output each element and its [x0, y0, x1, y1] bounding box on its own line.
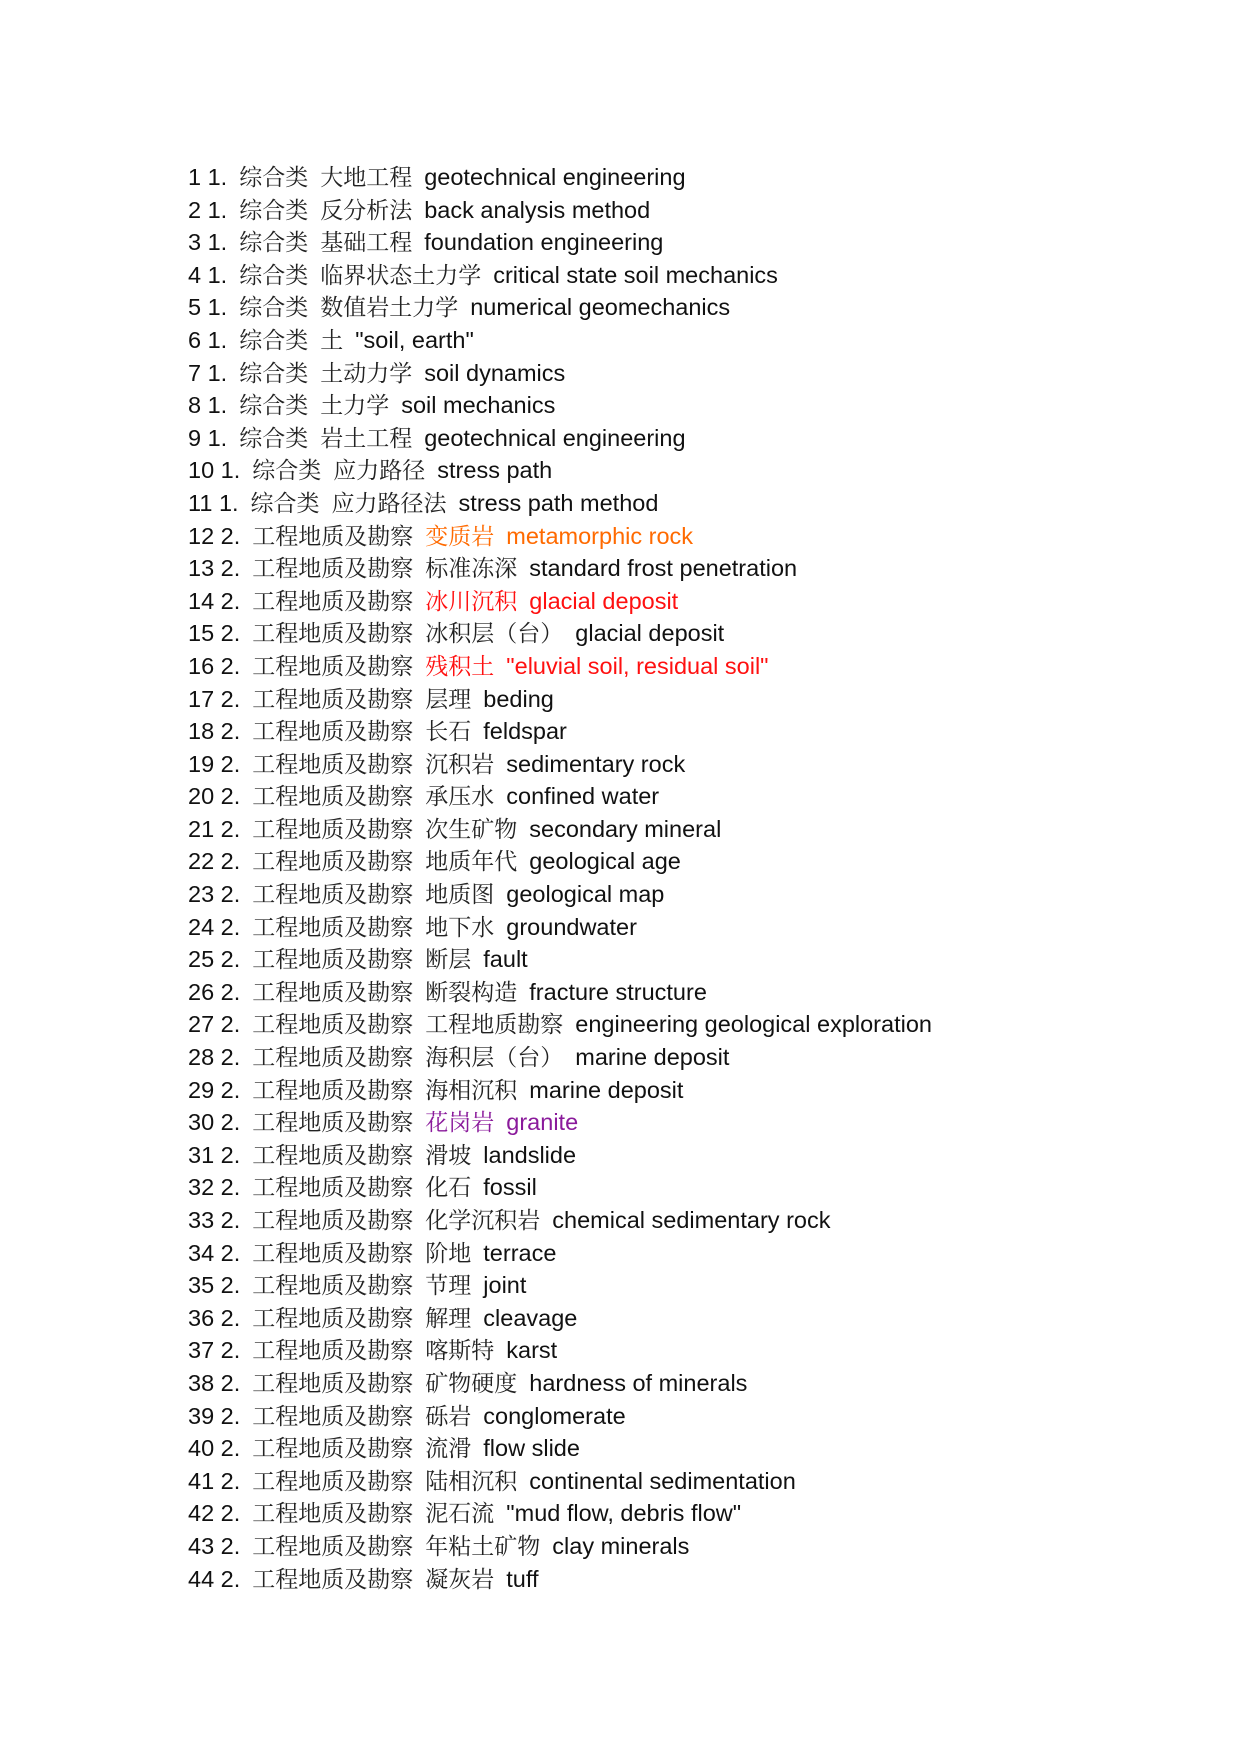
term-number: 34	[188, 1239, 215, 1266]
term-category: 工程地质及勘察	[252, 1468, 414, 1495]
term-row	[188, 1041, 932, 1074]
term-section: 2.	[220, 620, 241, 647]
term-row	[188, 1106, 932, 1139]
term-number: 19	[188, 750, 215, 777]
term-row	[188, 357, 932, 390]
term-section: 2.	[220, 555, 241, 582]
term-number: 43	[188, 1532, 215, 1559]
term-row	[188, 1400, 932, 1433]
term-english: glacial deposit	[529, 587, 679, 614]
term-category: 工程地质及勘察	[252, 784, 414, 811]
term-row	[188, 1269, 932, 1302]
term-row	[188, 650, 932, 683]
term-number: 37	[188, 1337, 215, 1364]
term-section: 2.	[220, 1109, 241, 1136]
term-row	[188, 617, 932, 650]
term-english: marine deposit	[529, 1076, 684, 1103]
term-chinese: 矿物硬度	[425, 1370, 518, 1397]
term-chinese: 冰积层（台）	[425, 621, 564, 648]
term-chinese: 化学沉积岩	[425, 1208, 541, 1234]
term-section: 2.	[220, 1532, 241, 1559]
term-category: 工程地质及勘察	[252, 1403, 414, 1430]
term-section: 1.	[220, 457, 241, 484]
term-category: 工程地质及勘察	[252, 1175, 414, 1202]
term-row	[188, 943, 932, 976]
term-english: "soil, earth"	[355, 326, 474, 353]
term-number: 2	[188, 196, 202, 223]
term-section: 1.	[207, 229, 228, 256]
term-chinese: 化石	[425, 1175, 472, 1202]
term-category: 工程地质及勘察	[252, 686, 414, 713]
term-number: 30	[188, 1109, 215, 1136]
term-english: secondary mineral	[529, 815, 722, 842]
term-category: 工程地质及勘察	[252, 849, 414, 876]
term-number: 4	[188, 261, 202, 288]
term-section: 1.	[207, 326, 228, 353]
term-category: 工程地质及勘察	[252, 1077, 414, 1104]
term-number: 22	[188, 848, 215, 875]
term-number: 9	[188, 424, 202, 451]
term-row	[188, 520, 932, 553]
term-chinese: 应力路径法	[331, 490, 447, 517]
term-section: 1.	[207, 294, 228, 321]
term-english: soil mechanics	[401, 392, 556, 419]
term-english: stress path	[437, 457, 553, 484]
term-row	[188, 226, 932, 259]
term-chinese: 变质岩	[425, 523, 495, 550]
term-chinese: 花岗岩	[425, 1110, 495, 1137]
term-number: 32	[188, 1174, 215, 1201]
term-english: terrace	[483, 1239, 557, 1266]
term-number: 25	[188, 946, 215, 973]
term-chinese: 砾岩	[425, 1403, 472, 1430]
term-chinese: 断裂构造	[425, 979, 518, 1006]
term-chinese: 断层	[425, 947, 472, 974]
term-number: 3	[188, 229, 202, 256]
term-number: 29	[188, 1076, 215, 1103]
term-chinese: 节理	[425, 1273, 472, 1300]
term-number: 15	[188, 620, 215, 647]
term-section: 2.	[220, 1272, 241, 1299]
term-chinese: 海积层（台）	[425, 1045, 564, 1072]
term-english: landslide	[483, 1141, 577, 1168]
term-section: 2.	[220, 522, 241, 549]
term-number: 10	[188, 457, 215, 484]
term-chinese: 标准冻深	[425, 556, 518, 583]
term-section: 2.	[220, 1402, 241, 1429]
term-chinese: 土动力学	[320, 360, 413, 387]
term-english: "eluvial soil, residual soil"	[506, 652, 769, 679]
term-section: 1.	[207, 261, 228, 288]
term-category: 综合类	[239, 262, 309, 289]
term-number: 44	[188, 1565, 215, 1592]
term-chinese: 临界状态土力学	[320, 262, 482, 289]
term-category: 工程地质及勘察	[252, 914, 414, 941]
term-chinese: 土	[320, 327, 344, 354]
term-row	[188, 1497, 932, 1530]
term-number: 35	[188, 1272, 215, 1299]
term-section: 2.	[220, 978, 241, 1005]
term-row	[188, 161, 932, 194]
term-chinese: 岩土工程	[320, 425, 413, 452]
term-english: cleavage	[483, 1304, 578, 1331]
term-english: standard frost penetration	[529, 555, 798, 582]
term-chinese: 流滑	[425, 1436, 472, 1463]
term-number: 38	[188, 1369, 215, 1396]
term-english: conglomerate	[483, 1402, 626, 1429]
term-row	[188, 259, 932, 292]
term-row	[188, 748, 932, 781]
term-english: numerical geomechanics	[470, 294, 731, 321]
term-english: groundwater	[506, 913, 637, 940]
term-section: 2.	[220, 881, 241, 908]
term-section: 2.	[220, 913, 241, 940]
term-category: 工程地质及勘察	[252, 1501, 414, 1528]
term-chinese: 地质年代	[425, 849, 518, 876]
term-category: 综合类	[239, 425, 309, 452]
term-row	[188, 780, 932, 813]
term-english: geotechnical engineering	[424, 424, 686, 451]
term-category: 工程地质及勘察	[252, 1338, 414, 1365]
term-section: 2.	[220, 1239, 241, 1266]
term-english: feldspar	[483, 718, 567, 745]
term-row	[188, 813, 932, 846]
term-number: 13	[188, 555, 215, 582]
term-section: 2.	[220, 587, 241, 614]
term-english: back analysis method	[424, 196, 651, 223]
term-section: 1.	[218, 489, 239, 516]
term-chinese: 残积土	[425, 653, 495, 680]
term-english: hardness of minerals	[529, 1369, 748, 1396]
term-number: 41	[188, 1467, 215, 1494]
term-chinese: 海相沉积	[425, 1077, 518, 1104]
term-section: 2.	[220, 1369, 241, 1396]
term-section: 2.	[220, 1435, 241, 1462]
term-section: 2.	[220, 1174, 241, 1201]
term-number: 14	[188, 587, 215, 614]
term-english: critical state soil mechanics	[493, 261, 778, 288]
term-section: 2.	[220, 946, 241, 973]
term-number: 24	[188, 913, 215, 940]
term-chinese: 地质图	[425, 882, 495, 909]
term-english: foundation engineering	[424, 229, 664, 256]
term-category: 综合类	[239, 393, 309, 420]
term-section: 2.	[220, 1500, 241, 1527]
term-category: 综合类	[250, 490, 320, 517]
term-number: 39	[188, 1402, 215, 1429]
term-section: 2.	[220, 848, 241, 875]
term-english: geological map	[506, 881, 665, 908]
term-section: 1.	[207, 424, 228, 451]
term-section: 2.	[220, 1076, 241, 1103]
term-chinese: 地下水	[425, 914, 495, 941]
term-category: 工程地质及勘察	[252, 1273, 414, 1300]
term-section: 2.	[220, 1207, 241, 1233]
term-category: 工程地质及勘察	[252, 1045, 414, 1072]
term-section: 2.	[220, 1467, 241, 1494]
term-row	[188, 291, 932, 324]
term-english: fault	[483, 946, 528, 973]
term-category: 工程地质及勘察	[252, 1305, 414, 1332]
term-chinese: 层理	[425, 686, 472, 713]
term-category: 工程地质及勘察	[252, 1533, 414, 1560]
term-number: 16	[188, 652, 215, 679]
term-section: 2.	[220, 815, 241, 842]
term-english: metamorphic rock	[506, 522, 694, 549]
term-row	[188, 1334, 932, 1367]
term-row	[188, 1465, 932, 1498]
term-section: 2.	[220, 685, 241, 712]
term-section: 2.	[220, 750, 241, 777]
term-category: 综合类	[239, 295, 309, 322]
term-row	[188, 1008, 932, 1041]
term-english: karst	[506, 1337, 558, 1364]
term-english: soil dynamics	[424, 359, 566, 386]
term-category: 工程地质及勘察	[252, 1012, 414, 1039]
term-chinese: 冰川沉积	[425, 588, 518, 615]
term-row	[188, 1367, 932, 1400]
term-category: 工程地质及勘察	[252, 816, 414, 843]
term-category: 综合类	[239, 360, 309, 387]
term-section: 1.	[207, 164, 228, 190]
term-category: 工程地质及勘察	[252, 1110, 414, 1137]
term-english: marine deposit	[575, 1044, 730, 1071]
term-category: 综合类	[239, 327, 309, 354]
term-chinese: 承压水	[425, 784, 495, 811]
term-row	[188, 1432, 932, 1465]
term-number: 31	[188, 1141, 215, 1168]
term-row	[188, 1139, 932, 1172]
term-chinese: 阶地	[425, 1240, 472, 1267]
term-chinese: 工程地质勘察	[425, 1012, 564, 1039]
term-category: 工程地质及勘察	[252, 1240, 414, 1267]
term-number: 5	[188, 294, 202, 321]
term-section: 1.	[207, 392, 228, 419]
term-number: 40	[188, 1435, 215, 1462]
term-chinese: 沉积岩	[425, 751, 495, 778]
term-category: 工程地质及勘察	[252, 523, 414, 550]
term-row	[188, 552, 932, 585]
term-row	[188, 454, 932, 487]
term-row	[188, 1074, 932, 1107]
term-english: flow slide	[483, 1435, 580, 1462]
term-section: 2.	[220, 1337, 241, 1364]
term-chinese: 土力学	[320, 393, 390, 420]
term-english: "mud flow, debris flow"	[506, 1500, 742, 1527]
term-english: engineering geological exploration	[575, 1011, 932, 1038]
term-number: 18	[188, 718, 215, 745]
term-number: 23	[188, 881, 215, 908]
term-english: geotechnical engineering	[424, 164, 686, 190]
term-row	[188, 1204, 932, 1237]
term-number: 6	[188, 326, 202, 353]
term-category: 工程地质及勘察	[252, 1436, 414, 1463]
term-chinese: 年粘土矿物	[425, 1533, 541, 1560]
term-row	[188, 1237, 932, 1270]
term-english: stress path method	[458, 489, 659, 516]
term-row	[188, 976, 932, 1009]
term-row	[188, 1530, 932, 1563]
term-row	[188, 911, 932, 944]
term-category: 工程地质及勘察	[252, 1142, 414, 1169]
term-english: fracture structure	[529, 978, 707, 1005]
term-category: 综合类	[252, 458, 322, 485]
term-english: tuff	[506, 1565, 539, 1592]
term-number: 28	[188, 1044, 215, 1071]
term-row	[188, 585, 932, 618]
term-chinese: 解理	[425, 1305, 472, 1332]
term-section: 2.	[220, 1011, 241, 1038]
term-category: 工程地质及勘察	[252, 653, 414, 680]
term-row	[188, 683, 932, 716]
term-category: 工程地质及勘察	[252, 751, 414, 778]
term-number: 17	[188, 685, 215, 712]
term-category: 工程地质及勘察	[252, 556, 414, 583]
term-section: 2.	[220, 1304, 241, 1331]
term-row	[188, 878, 932, 911]
term-number: 1	[188, 164, 202, 190]
term-section: 2.	[220, 652, 241, 679]
term-section: 1.	[207, 196, 228, 223]
term-category: 综合类	[239, 197, 309, 224]
term-section: 2.	[220, 718, 241, 745]
term-row	[188, 194, 932, 227]
term-row	[188, 845, 932, 878]
term-section: 1.	[207, 359, 228, 386]
term-chinese: 次生矿物	[425, 816, 518, 843]
term-english: sedimentary rock	[506, 750, 686, 777]
term-number: 21	[188, 815, 215, 842]
term-row	[188, 1563, 932, 1596]
term-chinese: 反分析法	[320, 197, 413, 224]
term-english: geological age	[529, 848, 681, 875]
term-english: confined water	[506, 783, 660, 810]
term-row	[188, 324, 932, 357]
term-category: 工程地质及勘察	[252, 1566, 414, 1593]
term-number: 12	[188, 522, 215, 549]
term-category: 工程地质及勘察	[252, 1370, 414, 1397]
term-english: chemical sedimentary rock	[552, 1207, 831, 1233]
term-row	[188, 1171, 932, 1204]
term-chinese: 基础工程	[320, 230, 413, 257]
term-chinese: 数值岩土力学	[320, 295, 459, 322]
term-number: 42	[188, 1500, 215, 1527]
term-category: 工程地质及勘察	[252, 947, 414, 974]
term-row	[188, 422, 932, 455]
term-category: 综合类	[239, 230, 309, 257]
term-number: 33	[188, 1207, 215, 1233]
term-number: 20	[188, 783, 215, 810]
term-chinese: 长石	[425, 719, 472, 746]
term-row	[188, 389, 932, 422]
term-number: 26	[188, 978, 215, 1005]
term-english: joint	[483, 1272, 527, 1299]
term-section: 2.	[220, 1141, 241, 1168]
term-row	[188, 1302, 932, 1335]
term-section: 2.	[220, 1044, 241, 1071]
term-chinese: 大地工程	[320, 165, 413, 191]
term-section: 2.	[220, 1565, 241, 1592]
term-category: 综合类	[239, 165, 309, 191]
term-english: glacial deposit	[575, 620, 725, 647]
term-category: 工程地质及勘察	[252, 621, 414, 648]
term-english: fossil	[483, 1174, 537, 1201]
term-chinese: 应力路径	[333, 458, 426, 485]
term-row	[188, 487, 932, 520]
term-category: 工程地质及勘察	[252, 1208, 414, 1234]
term-chinese: 陆相沉积	[425, 1468, 518, 1495]
term-category: 工程地质及勘察	[252, 588, 414, 615]
term-english: continental sedimentation	[529, 1467, 796, 1494]
term-english: granite	[506, 1109, 579, 1136]
term-number: 27	[188, 1011, 215, 1038]
term-section: 2.	[220, 783, 241, 810]
term-row	[188, 715, 932, 748]
term-english: beding	[483, 685, 554, 712]
term-number: 36	[188, 1304, 215, 1331]
term-english: clay minerals	[552, 1532, 690, 1559]
term-category: 工程地质及勘察	[252, 719, 414, 746]
term-chinese: 喀斯特	[425, 1338, 495, 1365]
term-category: 工程地质及勘察	[252, 882, 414, 909]
term-number: 8	[188, 392, 202, 419]
term-chinese: 凝灰岩	[425, 1566, 495, 1593]
term-list	[188, 161, 932, 1595]
term-chinese: 泥石流	[425, 1501, 495, 1528]
term-category: 工程地质及勘察	[252, 979, 414, 1006]
term-chinese: 滑坡	[425, 1142, 472, 1169]
term-number: 7	[188, 359, 202, 386]
term-number: 11	[188, 489, 213, 516]
